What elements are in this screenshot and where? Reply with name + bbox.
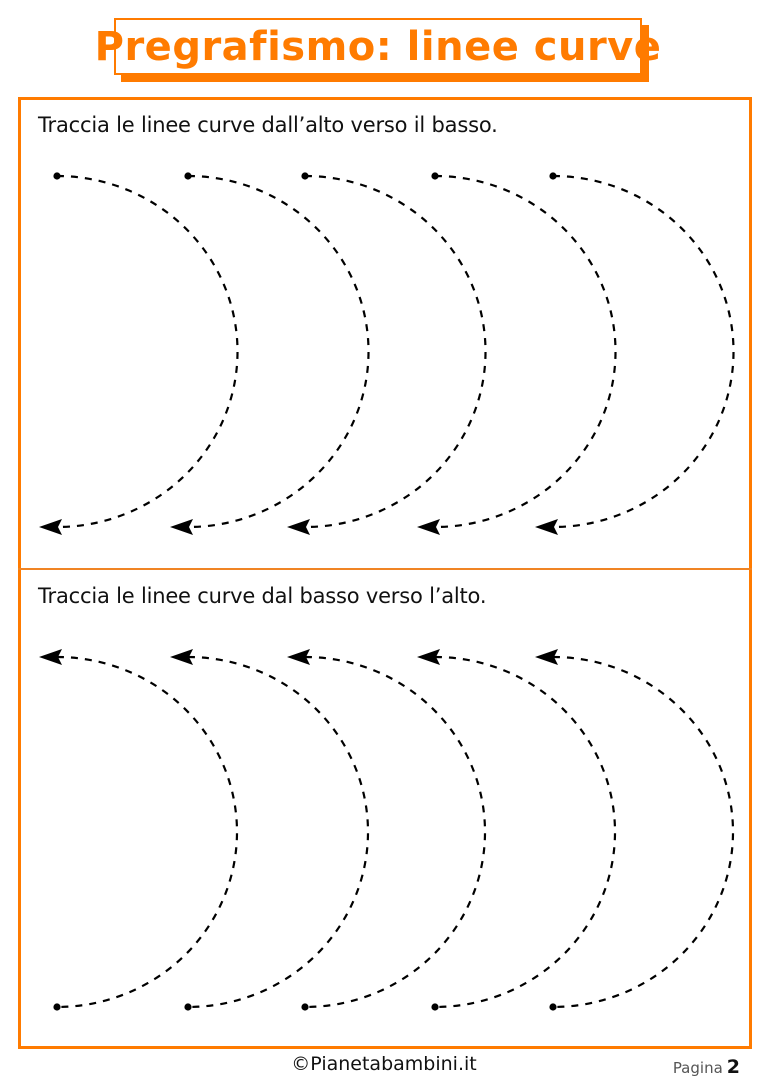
copyright-icon: © xyxy=(291,1053,311,1075)
title-banner xyxy=(94,18,662,75)
site-name[interactable]: Pianetabambini.it xyxy=(310,1053,477,1075)
page-label: Pagina xyxy=(672,1059,723,1077)
instruction-bottom: Traccia le linee curve dal basso verso l’alto. xyxy=(38,584,487,608)
worksheet-frame xyxy=(18,97,752,1049)
page-title: Pregrafismo: linee curve xyxy=(94,23,662,70)
section-divider xyxy=(18,568,752,570)
title-box xyxy=(94,18,662,75)
footer-copyright xyxy=(0,1053,768,1075)
page-indicator xyxy=(673,1056,740,1078)
instruction-top: Traccia le linee curve dall’alto verso il basso. xyxy=(38,113,498,137)
page-number: 2 xyxy=(726,1056,740,1078)
